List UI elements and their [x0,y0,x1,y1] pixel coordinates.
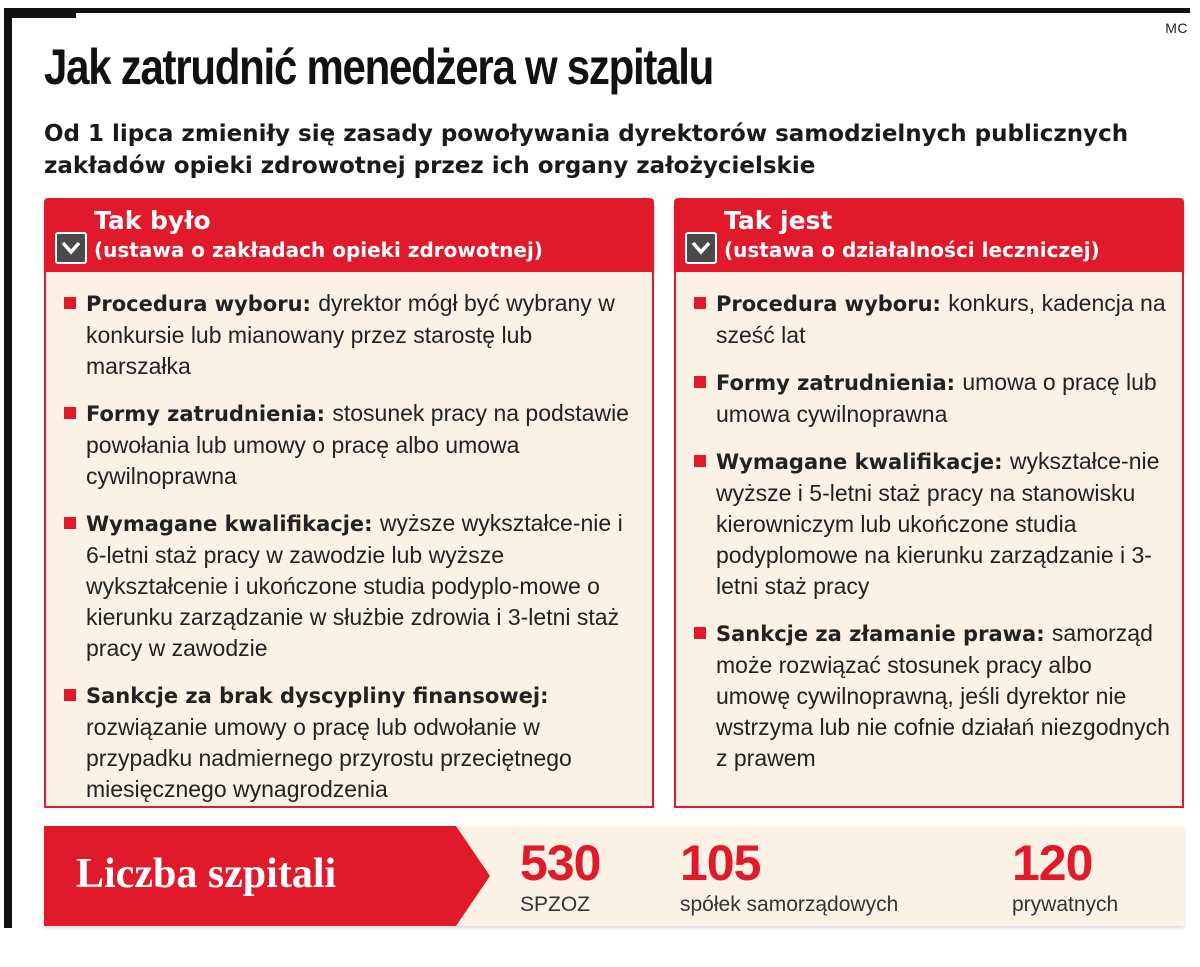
stat-caption: spółek samorządowych [680,893,899,916]
hospital-stats-bar [44,826,1184,926]
item-text: samorząd może rozwiązać stosunek pracy albo umowę cywilnoprawną, jeśli dyrektor nie wstrzyma lub nie cofnie działań niezgodnych z prawem [716,620,1170,771]
item-text: wyższe wykształce-nie i 6-letni staż pracy w zawodzie lub wyższe wykształcenie i ukończone studia podyplo-mowe o kierunku zarządzanie w służbie zdrowia i 3-letni staż pracy w zawodzie [86,510,623,661]
item-label: Formy zatrudnienia: [716,371,963,395]
item-label: Wymagane kwalifikacje: [716,450,1010,474]
item-label: Sankcje za złamanie prawa: [716,622,1052,646]
list-item [62,288,642,382]
column-before-body [44,272,654,808]
column-before-title: Tak było [94,206,211,235]
list-item [692,367,1172,430]
frame-top-bar [4,8,1190,13]
stats-label-box [44,826,444,926]
stats-label: Liczba szpitali [76,851,337,897]
item-label: Procedura wyboru: [86,292,319,316]
stat-caption: prywatnych [1012,893,1119,916]
frame-corner [4,8,76,18]
column-after-body [674,272,1184,808]
bullet-square-icon [64,297,76,309]
list-item [692,288,1172,351]
bullet-square-icon [64,407,76,419]
bullet-square-icon [694,627,706,639]
item-text: rozwiązanie umowy o pracę lub odwołanie w przypadku nadmiernego przyrostu przeciętnego miesięcznego wynagrodzenia [86,714,572,802]
chevron-down-icon [685,232,717,264]
column-after-header [674,198,1184,272]
list-item [692,618,1172,774]
item-text: konkurs, kadencja na sześć lat [716,290,1166,348]
item-text: umowa o pracę lub umowa cywilnoprawna [716,369,1157,427]
item-text: dyrektor mógł być wybrany w konkursie lub mianowany przez starostę lub marszałka [86,290,615,379]
stat-value: 120 [1012,835,1093,891]
lead-text: Od 1 lipca zmieniły się zasady powoływania dyrektorów samodzielnych publicznych zakładów opieki zdrowotnej przez ich organy założycielskie [44,121,1129,179]
item-label: Sankcje za brak dyscypliny finansowej: [86,684,549,708]
stat-caption: SPZOZ [520,893,591,916]
page-title: Jak zatrudnić menedżera w szpitalu [44,39,714,95]
bullet-square-icon [694,455,706,467]
stat-value: 105 [680,835,761,891]
chevron-down-icon [55,232,87,264]
list-item [62,680,642,805]
item-text: wykształce-nie wyższe i 5-letni staż pracy na stanowisku kierowniczym lub ukończone studia podyplomowe na kierunku zarządzanie i 3-letni staż pracy [716,448,1160,599]
item-label: Procedura wyboru: [716,292,949,316]
list-item [62,508,642,664]
column-after [674,198,1184,808]
bullet-square-icon [694,297,706,309]
stat-private [1012,835,1119,918]
item-text: stosunek pracy na podstawie powołania lub umowy o pracę albo umowa cywilnoprawna [86,400,629,489]
bullet-square-icon [64,689,76,701]
item-label: Formy zatrudnienia: [86,402,333,426]
list-item [62,398,642,492]
frame-left-bar [4,8,12,928]
stat-spzoz [520,835,601,918]
column-after-title: Tak jest [724,206,833,235]
item-label: Wymagane kwalifikacje: [86,512,380,536]
bullet-square-icon [694,376,706,388]
column-before-header [44,198,654,272]
bullet-square-icon [64,517,76,529]
credit: MC [1165,20,1188,36]
list-item [692,446,1172,602]
stats-arrow-shape [444,826,492,926]
stat-value: 530 [520,835,601,891]
column-before-subtitle: (ustawa o zakładach opieki zdrowotnej) [94,238,543,262]
column-before [44,198,654,808]
column-after-subtitle: (ustawa o działalności leczniczej) [724,238,1100,262]
stat-municipal-companies [680,835,899,918]
